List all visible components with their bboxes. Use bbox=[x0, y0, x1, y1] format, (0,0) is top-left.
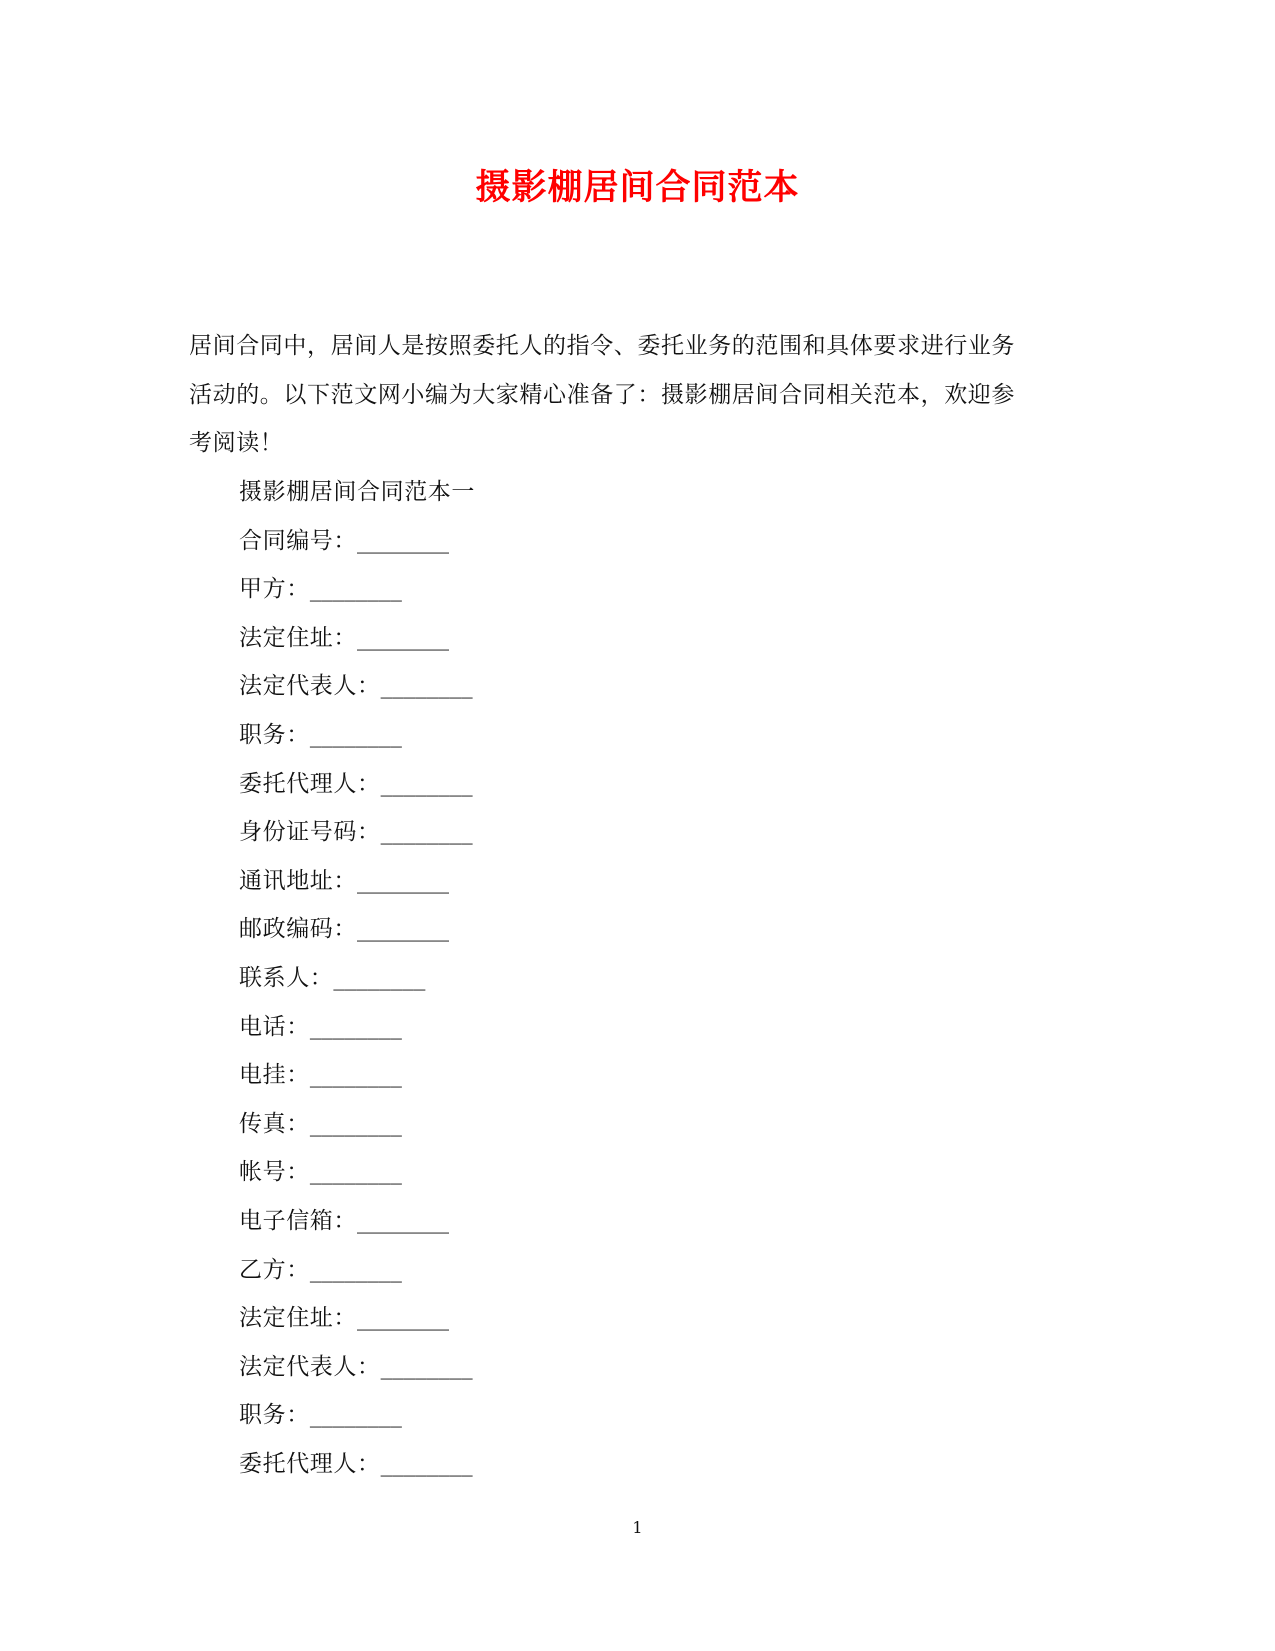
field-legal-address bbox=[239, 614, 475, 663]
fill-in-blank: ________ bbox=[309, 721, 402, 748]
field-label: 电话： bbox=[239, 1013, 310, 1040]
page-number: 1 bbox=[632, 1518, 643, 1537]
field-legal-representative bbox=[239, 1343, 475, 1392]
fill-in-blank: ________ bbox=[357, 867, 449, 894]
field-label: 通讯地址： bbox=[239, 867, 357, 894]
field-label: 合同编号： bbox=[239, 527, 357, 554]
field-position bbox=[239, 1391, 475, 1440]
contract-field-list bbox=[239, 468, 475, 1488]
field-label: 身份证号码： bbox=[239, 819, 381, 846]
field-label: 联系人： bbox=[239, 964, 334, 991]
field-label: 电挂： bbox=[239, 1062, 310, 1089]
fill-in-blank: ________ bbox=[380, 1450, 473, 1477]
fill-in-blank: ________ bbox=[357, 1207, 449, 1234]
field-label: 邮政编码： bbox=[239, 916, 357, 943]
field-label: 乙方： bbox=[239, 1256, 310, 1283]
field-label: 电子信箱： bbox=[239, 1207, 357, 1234]
field-email bbox=[239, 1197, 475, 1246]
field-label: 法定代表人： bbox=[239, 1353, 381, 1380]
fill-in-blank: ________ bbox=[309, 1256, 402, 1283]
field-label: 传真： bbox=[239, 1110, 310, 1137]
document-title: 摄影棚居间合同范本 bbox=[475, 167, 800, 208]
fill-in-blank: ________ bbox=[309, 576, 402, 603]
fill-in-blank: ________ bbox=[309, 1110, 402, 1137]
field-legal-representative bbox=[239, 662, 475, 711]
intro-line: 活动的。以下范文网小编为大家精心准备了：摄影棚居间合同相关范本，欢迎参 bbox=[189, 381, 1015, 408]
field-account-number bbox=[239, 1148, 475, 1197]
fill-in-blank: ________ bbox=[309, 1013, 402, 1040]
fill-in-blank: ________ bbox=[357, 624, 449, 651]
field-label: 委托代理人： bbox=[239, 1450, 381, 1477]
fill-in-blank: ________ bbox=[357, 527, 449, 554]
fill-in-blank: ________ bbox=[309, 1062, 402, 1089]
fill-in-blank: ________ bbox=[357, 1305, 449, 1332]
field-id-number bbox=[239, 808, 475, 857]
field-label: 职务： bbox=[239, 721, 310, 748]
intro-line: 居间合同中，居间人是按照委托人的指令、委托业务的范围和具体要求进行业务 bbox=[189, 333, 1015, 359]
fill-in-blank: ________ bbox=[333, 964, 426, 991]
field-label: 法定住址： bbox=[239, 1305, 357, 1332]
fill-in-blank: ________ bbox=[380, 1353, 473, 1380]
field-contract-number bbox=[239, 517, 475, 566]
field-legal-address bbox=[239, 1294, 475, 1343]
field-label: 法定代表人： bbox=[239, 673, 381, 700]
fill-in-blank: ________ bbox=[380, 770, 473, 797]
fill-in-blank: ________ bbox=[357, 916, 449, 943]
fill-in-blank: ________ bbox=[309, 1402, 402, 1429]
field-label: 职务： bbox=[239, 1402, 310, 1429]
field-authorized-agent bbox=[239, 760, 475, 809]
field-position bbox=[239, 711, 475, 760]
field-mailing-address bbox=[239, 857, 475, 906]
field-label: 甲方： bbox=[239, 576, 310, 603]
intro-paragraph bbox=[189, 322, 1069, 468]
field-contact-person bbox=[239, 954, 475, 1003]
field-fax bbox=[239, 1100, 475, 1149]
fill-in-blank: ________ bbox=[309, 1159, 402, 1186]
field-label: 委托代理人： bbox=[239, 770, 381, 797]
intro-line: 考阅读！ bbox=[189, 430, 284, 456]
field-party-b bbox=[239, 1246, 475, 1295]
fill-in-blank: ________ bbox=[380, 673, 473, 700]
field-label: 帐号： bbox=[239, 1159, 310, 1186]
field-party-a bbox=[239, 565, 475, 614]
field-telephone bbox=[239, 1003, 475, 1052]
section-heading: 摄影棚居间合同范本一 bbox=[239, 479, 475, 505]
field-authorized-agent bbox=[239, 1440, 475, 1489]
fill-in-blank: ________ bbox=[380, 819, 473, 846]
field-postal-code bbox=[239, 905, 475, 954]
field-label: 法定住址： bbox=[239, 624, 357, 651]
field-telegraph bbox=[239, 1051, 475, 1100]
